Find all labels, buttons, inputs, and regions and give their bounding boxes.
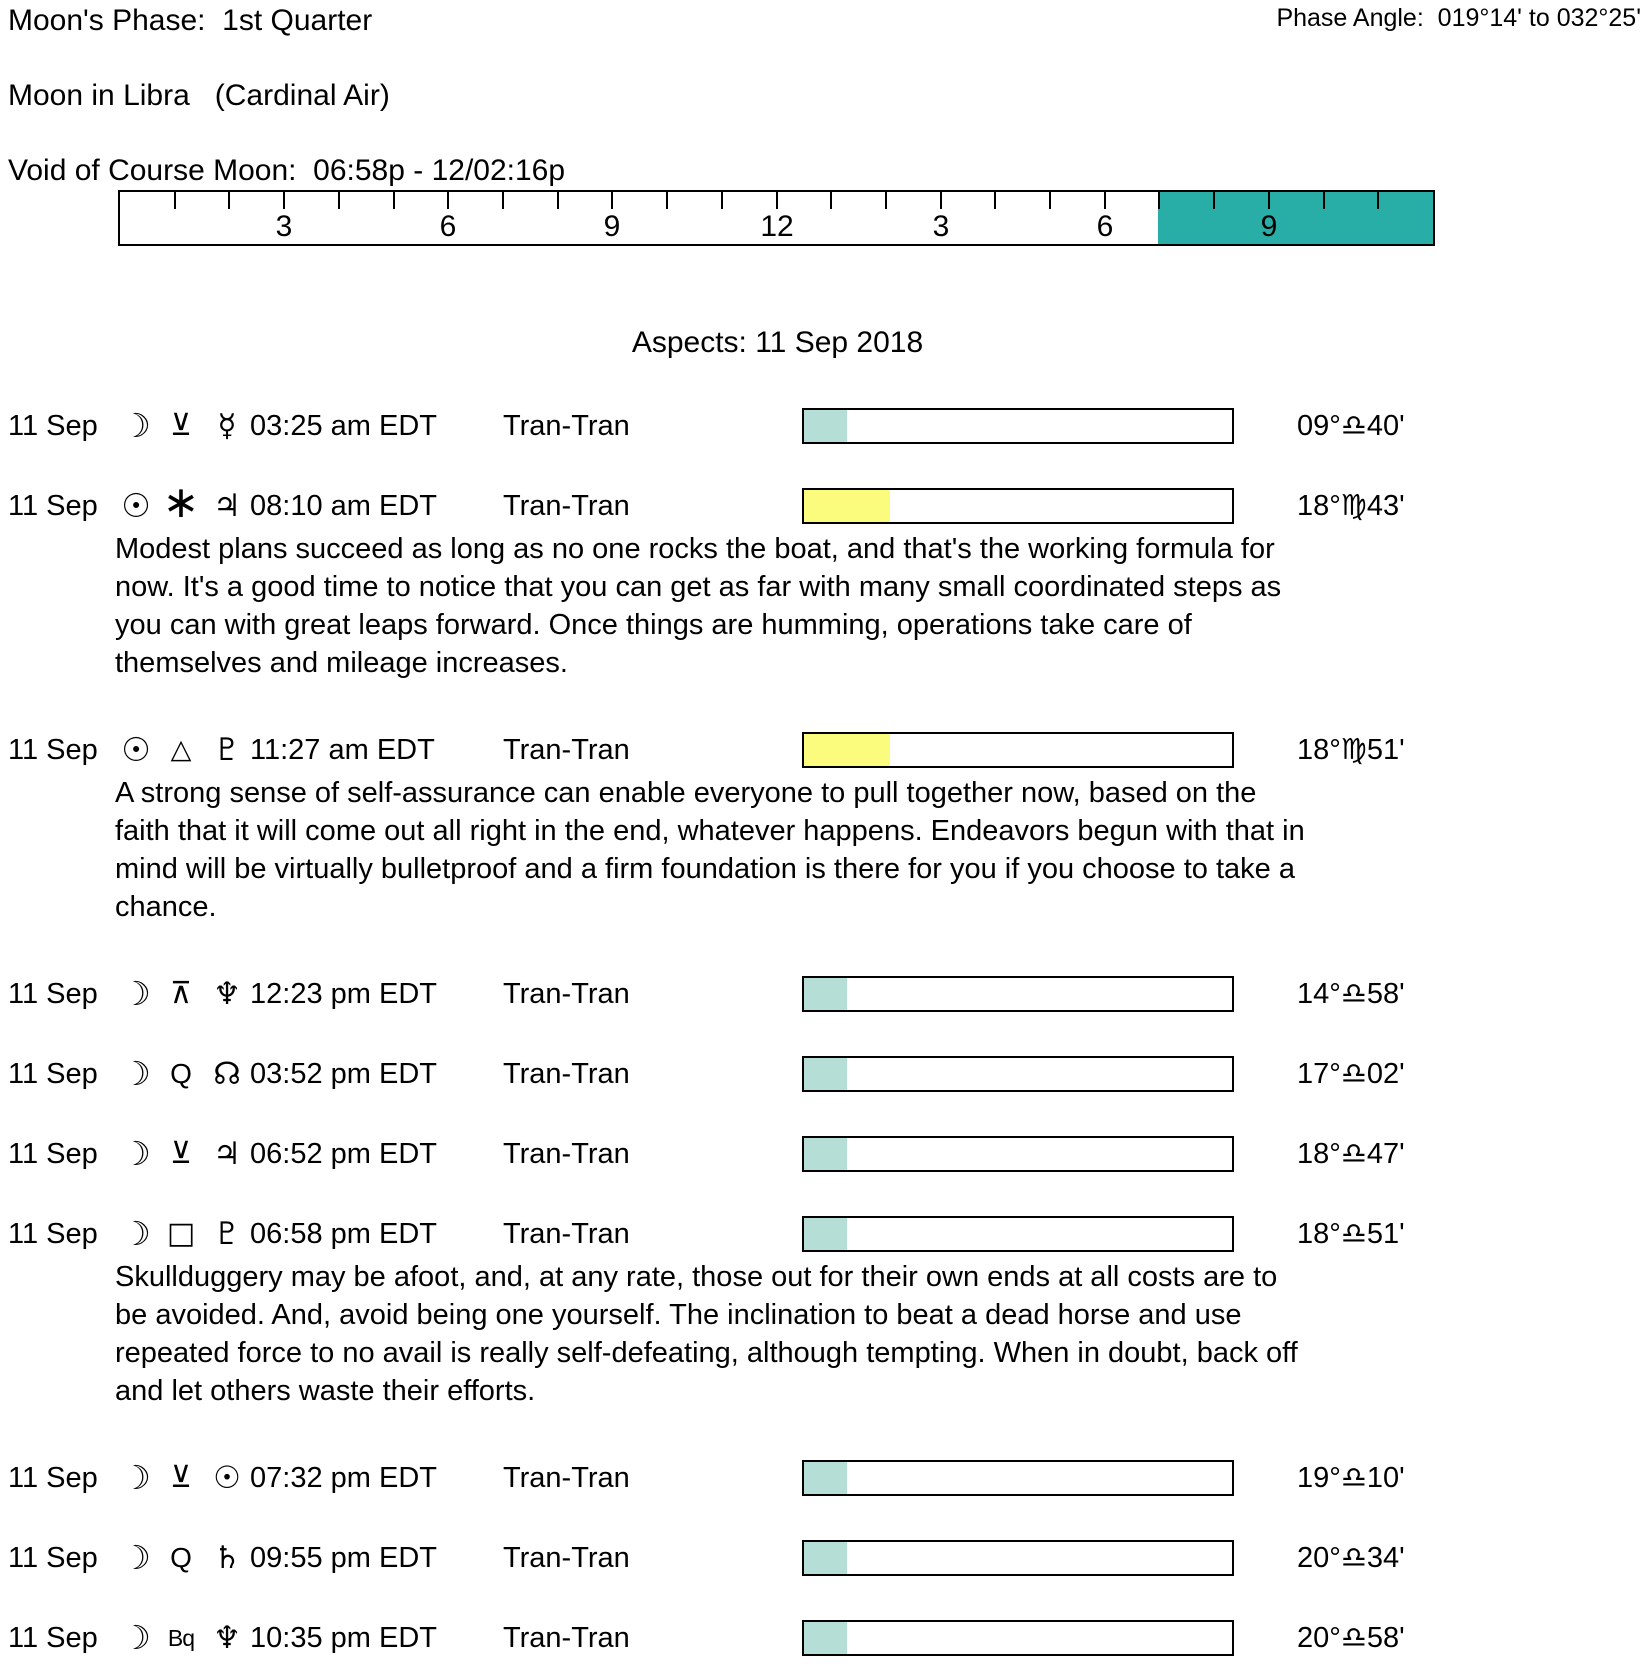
hour-tick bbox=[1158, 192, 1160, 209]
interpretation-line: themselves and mileage increases. bbox=[115, 647, 568, 679]
aspect-degree: 20°♎34' bbox=[1297, 1542, 1405, 1574]
aspect-date: 11 Sep bbox=[8, 1138, 98, 1170]
hour-tick bbox=[994, 192, 996, 209]
aspect-time: 11:27 am EDT bbox=[250, 734, 435, 766]
saturn-icon: ♄ bbox=[213, 1540, 241, 1576]
hour-tick bbox=[830, 192, 832, 209]
moon-icon: ☽ bbox=[121, 1054, 151, 1093]
aspect-date: 11 Sep bbox=[8, 734, 98, 766]
semisextile-icon: ⊻ bbox=[170, 1136, 192, 1171]
biquintile-icon: Bq bbox=[167, 1625, 195, 1651]
hour-tick bbox=[1377, 192, 1379, 209]
aspect-row bbox=[0, 1136, 1649, 1172]
interpretation-line: chance. bbox=[115, 891, 217, 923]
aspect-kind: Tran-Tran bbox=[503, 490, 630, 522]
aspect-row bbox=[0, 976, 1649, 1012]
aspect-kind: Tran-Tran bbox=[503, 734, 630, 766]
orb-bar bbox=[802, 976, 1234, 1012]
interpretation-paragraph bbox=[115, 530, 1545, 682]
hour-tick bbox=[940, 192, 942, 209]
aspect-time: 09:55 pm EDT bbox=[250, 1542, 437, 1574]
orb-bar bbox=[802, 1136, 1234, 1172]
aspect-kind: Tran-Tran bbox=[503, 1138, 630, 1170]
aspect-row bbox=[0, 1620, 1649, 1656]
aspect-time: 12:23 pm EDT bbox=[250, 978, 437, 1010]
interpretation-line: and let others waste their efforts. bbox=[115, 1375, 536, 1407]
interpretation-line: now. It's a good time to notice that you can get as far with many small coordinated steps as bbox=[115, 571, 1282, 603]
mercury-icon: ☿ bbox=[217, 408, 237, 444]
aspect-date: 11 Sep bbox=[8, 1058, 98, 1090]
aspect-time: 07:32 pm EDT bbox=[250, 1462, 437, 1494]
aspect-degree: 18°♎47' bbox=[1297, 1138, 1405, 1170]
aspect-date: 11 Sep bbox=[8, 978, 98, 1010]
sun-icon: ☉ bbox=[213, 1460, 241, 1496]
aspect-kind: Tran-Tran bbox=[503, 978, 630, 1010]
aspect-row bbox=[0, 408, 1649, 444]
orb-bar bbox=[802, 488, 1234, 524]
aspect-degree: 09°♎40' bbox=[1297, 410, 1405, 442]
void-of-course-label: Void of Course Moon: 06:58p - 12/02:16p bbox=[8, 154, 566, 187]
aspect-time: 06:52 pm EDT bbox=[250, 1138, 437, 1170]
hour-tick bbox=[885, 192, 887, 209]
interpretation-paragraph bbox=[115, 774, 1545, 926]
hour-label: 6 bbox=[1096, 210, 1114, 243]
aspect-degree: 18°♎51' bbox=[1297, 1218, 1405, 1250]
aspect-time: 10:35 pm EDT bbox=[250, 1622, 437, 1654]
aspect-date: 11 Sep bbox=[8, 1542, 98, 1574]
hour-tick bbox=[228, 192, 230, 209]
moon-icon: ☽ bbox=[121, 1214, 151, 1253]
aspect-date: 11 Sep bbox=[8, 490, 98, 522]
orb-bar-fill bbox=[804, 410, 847, 442]
hour-tick bbox=[1104, 192, 1106, 209]
sun-icon: ☉ bbox=[121, 730, 151, 769]
interpretation-line: faith that it will come out all right in the end, whatever happens. Endeavors begun with that in bbox=[115, 815, 1305, 847]
aspect-kind: Tran-Tran bbox=[503, 1462, 630, 1494]
moon-sign-label: Moon in Libra (Cardinal Air) bbox=[8, 79, 390, 112]
interpretation-line: Skullduggery may be afoot, and, at any rate, those out for their own ends at all costs are to bbox=[115, 1261, 1278, 1293]
hour-tick bbox=[557, 192, 559, 209]
aspect-row bbox=[0, 1540, 1649, 1576]
aspects-title: Aspects: 11 Sep 2018 bbox=[631, 326, 924, 359]
aspect-time: 08:10 am EDT bbox=[250, 490, 437, 522]
aspect-degree: 18°♍43' bbox=[1297, 490, 1405, 522]
aspect-row bbox=[0, 732, 1649, 768]
moon-icon: ☽ bbox=[121, 1458, 151, 1497]
hour-label: 9 bbox=[1260, 210, 1278, 243]
aspect-time: 03:25 am EDT bbox=[250, 410, 437, 442]
aspect-date: 11 Sep bbox=[8, 410, 98, 442]
orb-bar bbox=[802, 732, 1234, 768]
orb-bar bbox=[802, 1540, 1234, 1576]
aspect-row bbox=[0, 477, 1649, 528]
hour-tick bbox=[1213, 192, 1215, 209]
orb-bar-fill bbox=[804, 734, 890, 766]
interpretation-line: Modest plans succeed as long as no one rocks the boat, and that's the working formula for bbox=[115, 533, 1275, 565]
hour-tick bbox=[611, 192, 613, 209]
aspect-degree: 17°♎02' bbox=[1297, 1058, 1405, 1090]
orb-bar bbox=[802, 1620, 1234, 1656]
moon-icon: ☽ bbox=[121, 1618, 151, 1657]
sun-icon: ☉ bbox=[121, 486, 151, 525]
quincunx-icon: ⊼ bbox=[170, 976, 192, 1011]
aspect-kind: Tran-Tran bbox=[503, 1058, 630, 1090]
hour-tick bbox=[174, 192, 176, 209]
hour-label: 12 bbox=[760, 210, 794, 243]
hour-tick bbox=[338, 192, 340, 209]
hour-tick bbox=[666, 192, 668, 209]
moon-icon: ☽ bbox=[121, 1538, 151, 1577]
aspect-time: 03:52 pm EDT bbox=[250, 1058, 437, 1090]
hour-tick bbox=[776, 192, 778, 209]
orb-bar-fill bbox=[804, 1542, 847, 1574]
hour-tick bbox=[1049, 192, 1051, 209]
aspect-row bbox=[0, 1216, 1649, 1252]
quintile-icon: Q bbox=[170, 1542, 192, 1573]
aspect-degree: 19°♎10' bbox=[1297, 1462, 1405, 1494]
hour-tick bbox=[1323, 192, 1325, 209]
orb-bar-fill bbox=[804, 978, 847, 1010]
orb-bar-fill bbox=[804, 1462, 847, 1494]
semisextile-icon: ⊻ bbox=[170, 408, 192, 443]
orb-bar-fill bbox=[804, 1622, 847, 1654]
moon-icon: ☽ bbox=[121, 1134, 151, 1173]
semisextile-icon: ⊻ bbox=[170, 1460, 192, 1495]
aspect-row bbox=[0, 1460, 1649, 1496]
aspect-time: 06:58 pm EDT bbox=[250, 1218, 437, 1250]
north-node-icon: ☊ bbox=[213, 1056, 241, 1092]
hour-label: 6 bbox=[439, 210, 457, 243]
hour-label: 3 bbox=[932, 210, 950, 243]
orb-bar-fill bbox=[804, 1138, 847, 1170]
aspect-degree: 18°♍51' bbox=[1297, 734, 1405, 766]
orb-bar-fill bbox=[804, 1218, 847, 1250]
interpretation-line: you can with great leaps forward. Once things are humming, operations take care of bbox=[115, 609, 1192, 641]
interpretation-paragraph bbox=[115, 1258, 1545, 1410]
hour-tick bbox=[283, 192, 285, 209]
aspect-kind: Tran-Tran bbox=[503, 410, 630, 442]
neptune-icon: ♆ bbox=[213, 1620, 241, 1656]
interpretation-line: repeated force to no avail is really self-defeating, although tempting. When in doubt, back off bbox=[115, 1337, 1298, 1369]
void-of-course-ruler bbox=[118, 190, 1435, 246]
hour-tick bbox=[447, 192, 449, 209]
aspect-date: 11 Sep bbox=[8, 1462, 98, 1494]
aspect-row bbox=[0, 1056, 1649, 1092]
orb-bar-fill bbox=[804, 490, 890, 522]
orb-bar bbox=[802, 1216, 1234, 1252]
hour-label: 9 bbox=[603, 210, 621, 243]
orb-bar-fill bbox=[804, 1058, 847, 1090]
orb-bar bbox=[802, 408, 1234, 444]
moon-icon: ☽ bbox=[121, 974, 151, 1013]
interpretation-line: be avoided. And, avoid being one yourself. The inclination to beat a dead horse and use bbox=[115, 1299, 1242, 1331]
neptune-icon: ♆ bbox=[213, 976, 241, 1012]
aspect-degree: 14°♎58' bbox=[1297, 978, 1405, 1010]
hour-tick bbox=[502, 192, 504, 209]
orb-bar bbox=[802, 1056, 1234, 1092]
aspect-date: 11 Sep bbox=[8, 1218, 98, 1250]
aspect-date: 11 Sep bbox=[8, 1622, 98, 1654]
orb-bar bbox=[802, 1460, 1234, 1496]
aspect-kind: Tran-Tran bbox=[503, 1218, 630, 1250]
interpretation-line: mind will be virtually bulletproof and a firm foundation is there for you if you choose to take a bbox=[115, 853, 1295, 885]
aspect-kind: Tran-Tran bbox=[503, 1542, 630, 1574]
hour-label: 3 bbox=[275, 210, 293, 243]
pluto-icon: ♇ bbox=[213, 732, 241, 768]
trine-icon: △ bbox=[170, 734, 192, 765]
moon-icon: ☽ bbox=[121, 406, 151, 445]
hour-tick bbox=[721, 192, 723, 209]
jupiter-icon: ♃ bbox=[213, 488, 241, 524]
jupiter-icon: ♃ bbox=[213, 1136, 241, 1172]
phase-angle-label: Phase Angle: 019°14' to 032°25' bbox=[1276, 4, 1641, 32]
aspect-kind: Tran-Tran bbox=[503, 1622, 630, 1654]
square-icon: □ bbox=[166, 1216, 196, 1251]
pluto-icon: ♇ bbox=[213, 1216, 241, 1252]
interpretation-line: A strong sense of self-assurance can enable everyone to pull together now, based on the bbox=[115, 777, 1257, 809]
hour-tick bbox=[1268, 192, 1270, 209]
hour-tick bbox=[393, 192, 395, 209]
moons-phase-label: Moon's Phase: 1st Quarter bbox=[8, 4, 373, 37]
sextile-icon: ∗ bbox=[162, 477, 200, 528]
quintile-icon: Q bbox=[170, 1058, 192, 1089]
aspect-degree: 20°♎58' bbox=[1297, 1622, 1405, 1654]
